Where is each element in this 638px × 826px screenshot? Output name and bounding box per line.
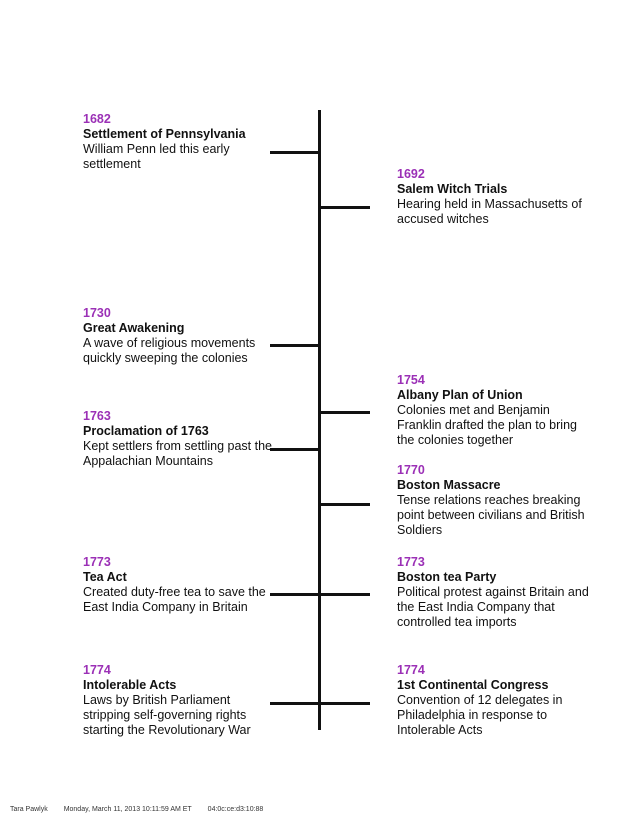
event-description: William Penn led this early settlement [83,142,230,171]
event-year: 1770 [397,463,425,477]
event-title: Settlement of Pennsylvania [83,127,246,141]
timeline-tick-1770 [320,503,370,506]
event-year: 1773 [83,555,111,569]
event-year: 1692 [397,167,425,181]
timeline-event-1773-boston-tea-party [397,555,597,630]
event-year: 1682 [83,112,111,126]
footer-timestamp: Monday, March 11, 2013 10:11:59 AM ET [63,806,192,813]
timeline-event-1773-tea-act [83,555,273,615]
page-footer [10,806,277,813]
event-description: Kept settlers from settling past the Appalachian Mountains [83,439,272,468]
event-year: 1774 [397,663,425,677]
timeline-event-1730 [83,306,273,366]
timeline-tick-1773-right [320,593,370,596]
event-title: Salem Witch Trials [397,182,508,196]
timeline-event-1682 [83,112,273,172]
timeline-tick-1763 [270,448,320,451]
timeline-spine [318,110,321,730]
timeline-tick-1773-left [270,593,320,596]
event-description: Convention of 12 delegates in Philadelphia in response to Intolerable Acts [397,693,563,737]
event-title: 1st Continental Congress [397,678,549,692]
event-description: Laws by British Parliament stripping self-governing rights starting the Revolutionary War [83,693,251,737]
footer-code: 04:0c:ce:d3:10:88 [207,806,264,813]
event-year: 1763 [83,409,111,423]
timeline-event-1763 [83,409,273,469]
timeline-tick-1692 [320,206,370,209]
timeline-tick-1774-left [270,702,320,705]
event-description: Created duty-free tea to save the East India Company in Britain [83,585,266,614]
event-description: Colonies met and Benjamin Franklin drafted the plan to bring the colonies together [397,403,577,447]
event-title: Proclamation of 1763 [83,424,209,438]
event-description: Hearing held in Massachusetts of accused witches [397,197,582,226]
event-title: Albany Plan of Union [397,388,523,402]
event-year: 1754 [397,373,425,387]
footer-author: Tara Pawlyk [10,806,48,813]
event-title: Boston tea Party [397,570,497,584]
event-title: Boston Massacre [397,478,501,492]
timeline-tick-1754 [320,411,370,414]
event-year: 1730 [83,306,111,320]
timeline-event-1770 [397,463,597,538]
timeline-event-1774-continental-congress [397,663,597,738]
event-title: Intolerable Acts [83,678,177,692]
timeline-tick-1774-right [320,702,370,705]
event-title: Tea Act [83,570,127,584]
timeline-tick-1682 [270,151,320,154]
event-year: 1774 [83,663,111,677]
timeline-event-1774-intolerable-acts [83,663,273,738]
timeline-event-1692 [397,167,597,227]
event-year: 1773 [397,555,425,569]
event-description: A wave of religious movements quickly sweeping the colonies [83,336,256,365]
timeline-tick-1730 [270,344,320,347]
event-description: Tense relations reaches breaking point between civilians and British Soldiers [397,493,585,537]
timeline-event-1754 [397,373,597,448]
event-description: Political protest against Britain and the East India Company that controlled tea imports [397,585,589,629]
event-title: Great Awakening [83,321,185,335]
